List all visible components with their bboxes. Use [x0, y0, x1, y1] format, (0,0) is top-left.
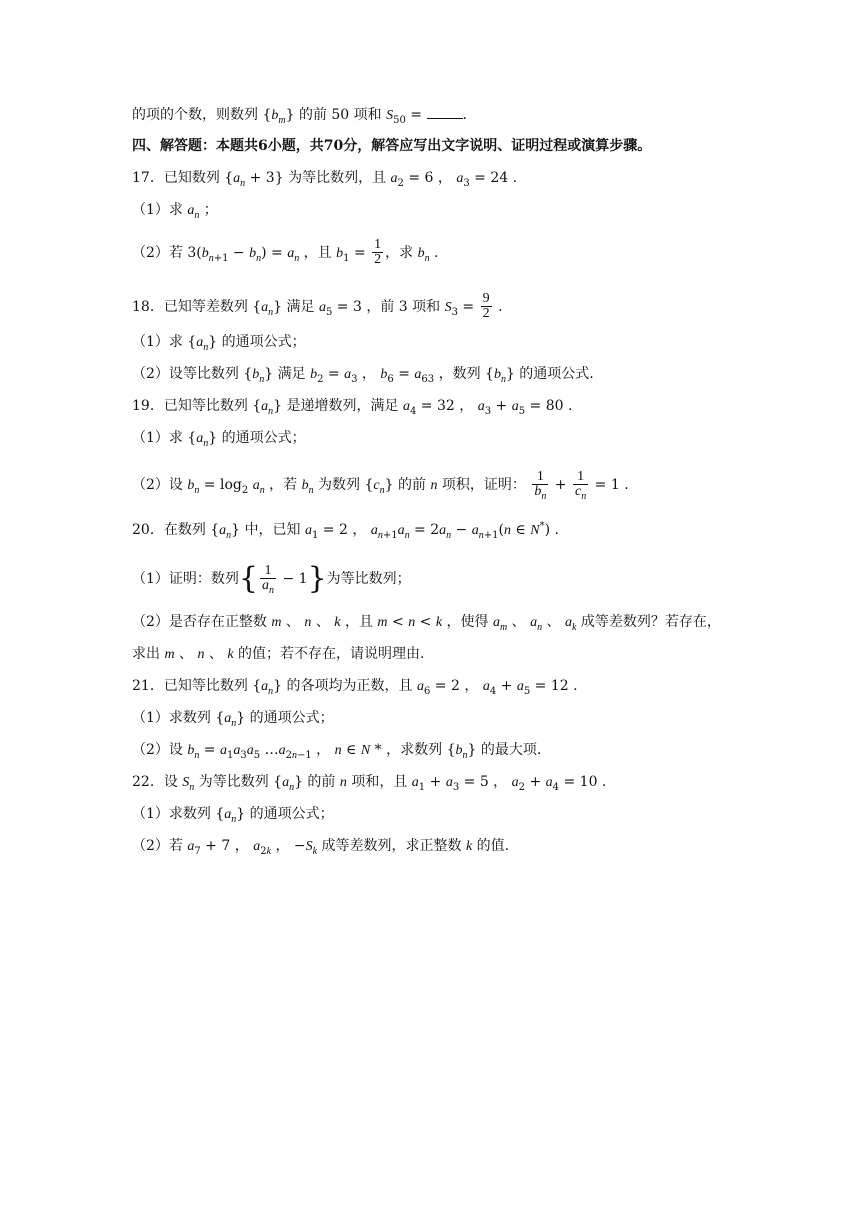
question-18: 18．已知等差数列 $\{a_n\}$ 满足 $a_5 = 3$ ，前 3 项和 $S_3$ = $\frac{9}{2}$ . — [132, 291, 503, 321]
question-19: 19．已知等比数列 $\{a_n\}$ 是递增数列，满足 $a_4 = 32$ ， $a_3 + a_5 = 80$ . — [132, 398, 573, 417]
question-19-part-1: （1）求 $\{a_n\}$ 的通项公式； — [132, 430, 306, 449]
question-21-part-1: （1）求数列 $\{a_n\}$ 的通项公式； — [132, 710, 334, 729]
fraction: $\frac{1}{c_n}$ — [574, 469, 587, 502]
question-20: 20．在数列 $\{a_n\}$ 中，已知 $a_1 = 2$ ， $a_{n+1}a_n = 2a_n - a_{n+1}(n$ ∈ N*) . — [132, 520, 559, 541]
fraction: $\frac{1}{a_n}$ — [262, 563, 275, 596]
question-20-part-1: （1）证明：数列{ $\frac{1}{a_n}$ − 1}为等比数列； — [132, 560, 411, 596]
question-22: 22．设 $S_n$ 为等比数列 $\{a_n\}$ 的前 n 项和，且 $a_1 + a_3 = 5$ ， $a_2 + a_4 = 10$ . — [132, 774, 607, 793]
section-heading — [132, 136, 740, 156]
question-17 — [132, 168, 740, 189]
question-21-part-2: （2）设 $b_n = a_1a_3a_5$ $\dots a_{2n-1}$ ， n ∈ N * ，求数列 $\{b_n\}$ 的最大项. — [132, 742, 542, 761]
fraction: $\frac{1}{2}$ — [374, 237, 382, 267]
question-text: 17．已知数列 $\{a_n + 3\}$ 为等比数列，且 $a_2 = 6$ ， $a_3 = 24$ . — [132, 170, 518, 189]
question-19-part-2: （2）设 $b_n = \log_2 a_n$ ，若 $b_n$ 为数列 $\{c_n\}$ 的前 n 项积，证明： $\frac{1}{b_n}$ + $\frac{1}{c_n}$ = 1 . — [132, 469, 629, 502]
question-17-part-2: （2）若 $3(b_{n+1} - b_n) = a_n$ ，且 $b_1$ = $\frac{1}{2}$ ，求 $b_n$ . — [132, 237, 439, 267]
question-21: 21．已知等比数列 $\{a_n\}$ 的各项均为正数，且 $a_6 = 2$ ， $a_4 + a_5 = 12$ . — [132, 678, 578, 697]
question-20-part-2: （2）是否存在正整数 m 、 n 、 k ，且 m < n < k ，使得 $a_m$ 、 $a_n$ 、 $a_k$ 成等差数列？若存在， — [132, 614, 721, 633]
fraction: $\frac{1}{b_n}$ — [534, 469, 547, 502]
text-line — [132, 104, 740, 126]
question-22-part-1: （1）求数列 $\{a_n\}$ 的通项公式； — [132, 806, 334, 825]
question-22-part-2: （2）若 $a_7 + 7$ ， $a_{2k}$ ， $-S_k$ 成等差数列，求正整数 k 的值. — [132, 838, 510, 857]
question-18-part-1: （1）求 $\{a_n\}$ 的通项公式； — [132, 334, 306, 353]
section-heading-text: 四、解答题：本题共6小题，共70分，解答应写出文字说明、证明过程或演算步骤。 — [132, 138, 652, 154]
line-text-visual: 的项的个数，则数列 $\{b_m\}$ 的前 50 项和 $S_{50}$ = . — [132, 107, 467, 123]
question-20-part-2-cont: 求出 m 、 n 、 k 的值；若不存在，请说明理由. — [132, 646, 425, 662]
question-18-part-2: （2）设等比数列 $\{b_n\}$ 满足 $b_2 = a_3$ ， $b_6 = a_{63}$ ，数列 $\{b_n\}$ 的通项公式. — [132, 366, 594, 385]
fraction: $\frac{9}{2}$ — [482, 291, 490, 321]
question-17-part-1: （1）求 $a_n$ ； — [132, 202, 218, 221]
